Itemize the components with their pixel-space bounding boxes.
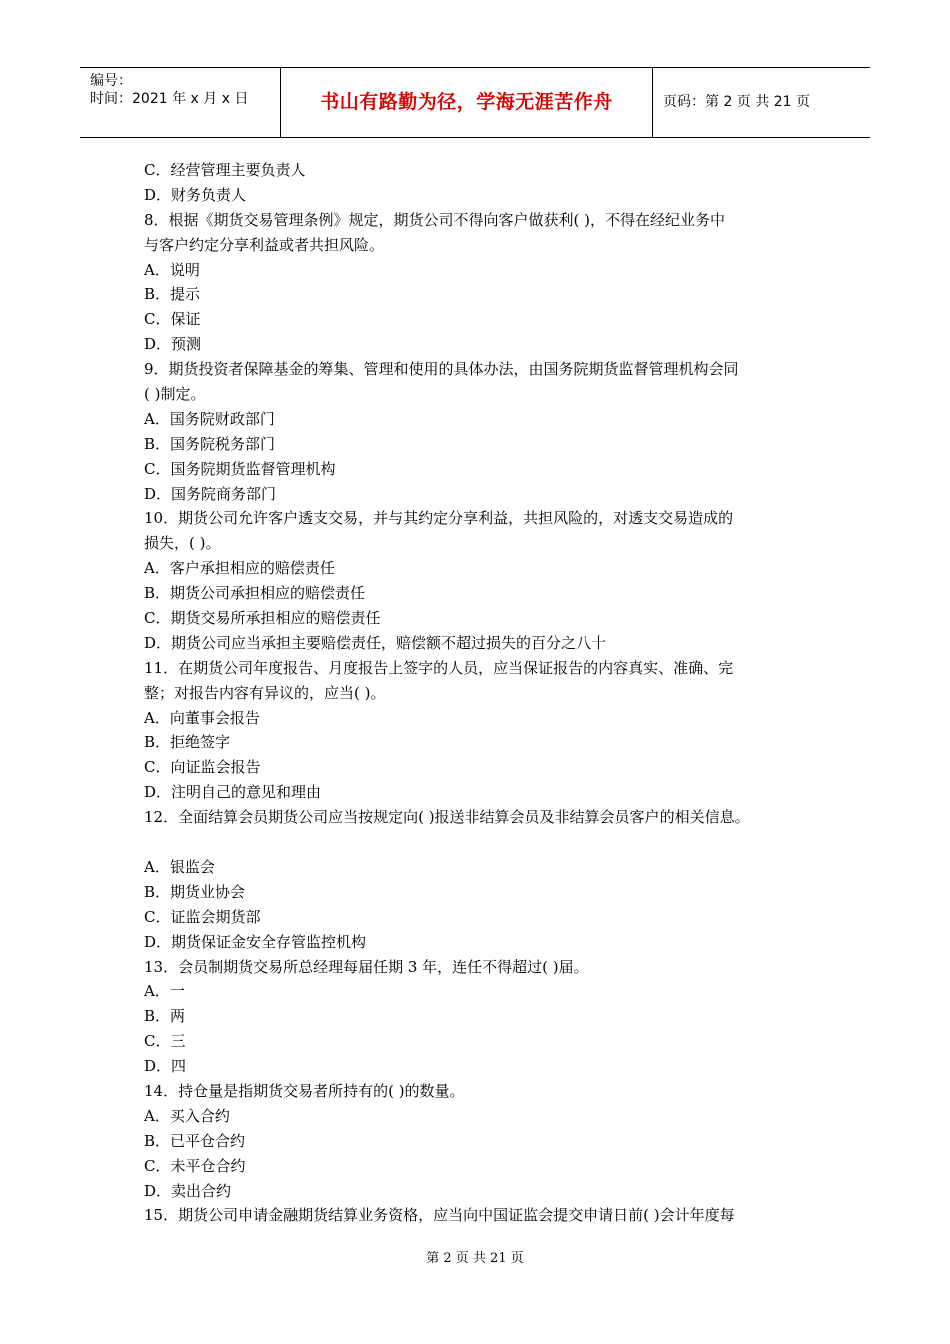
text-line: A．一 xyxy=(144,982,185,1001)
text-line: D．卖出合约 xyxy=(144,1181,232,1200)
text-line: 14．持仓量是指期货交易者所持有的( )的数量。 xyxy=(144,1081,465,1100)
header-page-number: 页码：第 2 页 共 21 页 xyxy=(663,94,810,110)
text-line: 9．期货投资者保障基金的筹集、管理和使用的具体办法，由国务院期货监督管理机构会同 xyxy=(144,360,739,379)
text-line: C．期货交易所承担相应的赔偿责任 xyxy=(144,609,381,628)
text-line: ( )制定。 xyxy=(144,385,206,404)
text-line: A．买入合约 xyxy=(144,1106,230,1125)
text-line: A．国务院财政部门 xyxy=(144,409,275,428)
text-line: C．国务院期货监督管理机构 xyxy=(144,459,336,478)
text-line: 12．全面结算会员期货公司应当按规定向( )报送非结算会员及非结算会员客户的相关信息。 xyxy=(144,808,750,827)
text-line: D．期货公司应当承担主要赔偿责任，赔偿额不超过损失的百分之八十 xyxy=(144,633,607,652)
text-line: 15．期货公司申请金融期货结算业务资格，应当向中国证监会提交申请日前( )会计年度每 xyxy=(144,1206,735,1225)
text-line: A．向董事会报告 xyxy=(144,708,260,727)
text-line: B．提示 xyxy=(144,285,201,304)
text-line: C．未平仓合约 xyxy=(144,1156,246,1175)
text-line: C．证监会期货部 xyxy=(144,907,261,926)
document-number-label: 编号： xyxy=(90,73,132,89)
text-line: B．两 xyxy=(144,1007,186,1026)
text-line: B．已平仓合约 xyxy=(144,1131,246,1150)
text-line: D．国务院商务部门 xyxy=(144,484,277,503)
text-line: 损失，( )。 xyxy=(144,534,221,553)
header-motto: 书山有路勤为径，学海无涯苦作舟 xyxy=(281,68,653,137)
text-line: 与客户约定分享利益或者共担风险。 xyxy=(144,235,385,254)
text-line: B．国务院税务部门 xyxy=(144,434,276,453)
document-date: 时间：2021 年 x 月 x 日 xyxy=(90,91,249,107)
text-line: 11．在期货公司年度报告、月度报告上签字的人员，应当保证报告的内容真实、准确、完 xyxy=(144,658,734,677)
text-line: 13．会员制期货交易所总经理每届任期 3 年，连任不得超过( )届。 xyxy=(144,957,589,976)
text-line: D．预测 xyxy=(144,335,202,354)
text-line: A．说明 xyxy=(144,260,200,279)
document-body xyxy=(144,158,824,1228)
page-header xyxy=(80,67,870,138)
text-line: A．客户承担相应的赔偿责任 xyxy=(144,559,335,578)
text-line: D．注明自己的意见和理由 xyxy=(144,783,322,802)
text-line: D．期货保证金安全存管监控机构 xyxy=(144,932,367,951)
text-line: 8．根据《期货交易管理条例》规定，期货公司不得向客户做获利( )，不得在经纪业务中 xyxy=(144,210,726,229)
text-line: B．期货业协会 xyxy=(144,882,246,901)
text-line: A．银监会 xyxy=(144,857,215,876)
page-footer: 第 2 页 共 21 页 xyxy=(426,1251,524,1266)
text-line: C．经营管理主要负责人 xyxy=(144,161,306,179)
text-line: D．财务负责人 xyxy=(144,185,247,204)
text-line: C．三 xyxy=(144,1032,186,1051)
text-line: C．向证监会报告 xyxy=(144,758,261,777)
text-line: B．拒绝签字 xyxy=(144,733,231,752)
text-line: 10．期货公司允许客户透支交易，并与其约定分享利益，共担风险的，对透支交易造成的 xyxy=(144,509,734,528)
text-line: C．保证 xyxy=(144,310,201,329)
text-line: D．四 xyxy=(144,1057,187,1076)
header-meta xyxy=(80,68,281,137)
text-line: 整；对报告内容有异议的，应当( )。 xyxy=(144,683,386,702)
blank-line xyxy=(144,830,824,855)
text-line: B．期货公司承担相应的赔偿责任 xyxy=(144,584,366,603)
